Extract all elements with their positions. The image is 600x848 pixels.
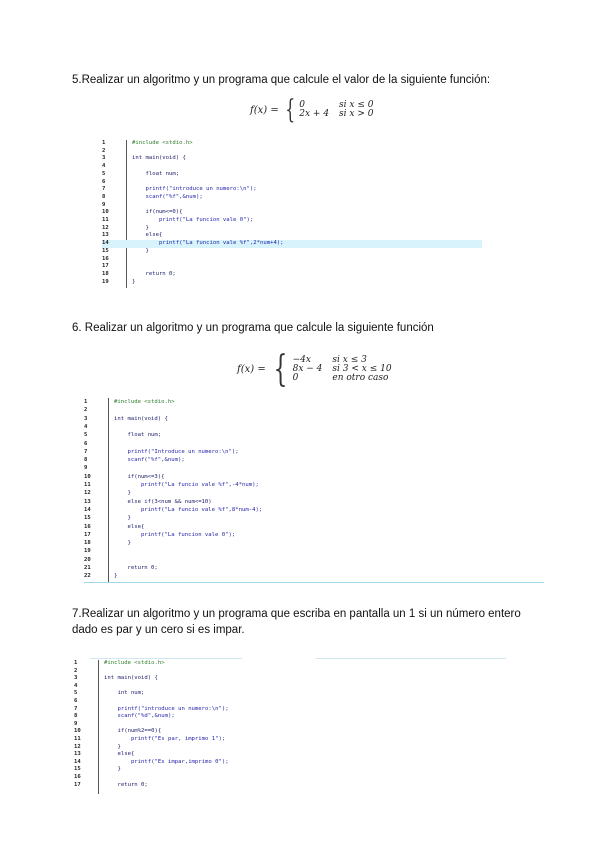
line-number: 12 xyxy=(102,224,109,231)
formula-brace: { xyxy=(273,348,288,390)
line-number: 7 xyxy=(84,448,88,455)
code-text: if(num%2==0){ xyxy=(104,728,162,735)
code-line xyxy=(74,706,494,714)
code-text: int main(void) { xyxy=(104,675,158,682)
line-number: 3 xyxy=(84,415,88,422)
line-number: 9 xyxy=(102,201,106,208)
line-number: 11 xyxy=(102,217,109,223)
code-line xyxy=(102,217,482,225)
line-number: 5 xyxy=(84,432,88,439)
code-line xyxy=(102,240,482,248)
case-expr: 0 xyxy=(299,100,305,110)
case-expr: 0 xyxy=(292,373,299,383)
line-number: 10 xyxy=(74,728,81,735)
code-text: return 0; xyxy=(104,781,148,788)
code-text: printf("La funcion vale 0"); xyxy=(114,531,236,538)
line-number: 5 xyxy=(102,170,106,177)
formula-lhs: f(x) = xyxy=(250,104,279,116)
code-text: printf("Es par, imprimo 1"); xyxy=(104,736,226,742)
code-text: printf("La funcio vale %f",-4*num); xyxy=(114,482,259,488)
code-text: float num; xyxy=(132,170,180,177)
line-number: 9 xyxy=(84,465,88,472)
code-line xyxy=(84,564,544,572)
formula-lhs: f(x) = xyxy=(237,364,266,375)
line-number: 1 xyxy=(102,140,106,146)
code-text: #include <stdio.h> xyxy=(132,140,193,146)
line-number: 13 xyxy=(102,232,109,239)
code-text: } xyxy=(104,743,121,750)
line-number: 14 xyxy=(102,240,109,247)
line-number: 16 xyxy=(84,523,91,530)
line-number: 16 xyxy=(74,774,81,780)
code-text: printf("introduce un numero:\n"); xyxy=(132,186,257,193)
code-line xyxy=(74,774,494,782)
line-number: 8 xyxy=(74,713,78,720)
code-line xyxy=(74,675,494,683)
line-number: 6 xyxy=(84,440,88,447)
line-number: 16 xyxy=(102,255,109,262)
code-line xyxy=(74,683,494,691)
case-expr: −4x xyxy=(292,355,311,365)
line-number: 15 xyxy=(74,766,81,773)
line-number: 19 xyxy=(84,548,91,555)
code-line xyxy=(84,431,544,439)
code-text: if(num<=0){ xyxy=(132,209,183,216)
code-text: #include <stdio.h> xyxy=(104,660,165,666)
code-line xyxy=(74,736,494,744)
exercise-7-code-screenshot xyxy=(74,660,494,794)
code-line xyxy=(84,489,544,497)
line-number: 6 xyxy=(102,178,106,185)
code-text: if(num<=3){ xyxy=(114,473,165,480)
code-text: return 0; xyxy=(114,565,158,571)
case-cond: si x > 0 xyxy=(339,109,374,119)
line-number: 8 xyxy=(102,193,106,200)
code-text: else{ xyxy=(132,232,163,239)
divider-rule xyxy=(90,658,242,659)
code-line xyxy=(84,481,544,489)
case-cond: si x ≤ 0 xyxy=(339,100,374,110)
line-number: 3 xyxy=(102,155,106,162)
line-number: 17 xyxy=(102,263,109,270)
code-line xyxy=(84,398,544,406)
line-number: 5 xyxy=(74,690,78,697)
code-line xyxy=(74,660,494,668)
line-number: 4 xyxy=(102,163,106,170)
code-line xyxy=(84,547,544,555)
line-number: 15 xyxy=(102,247,109,254)
code-line xyxy=(84,423,544,431)
code-line xyxy=(74,690,494,698)
line-number: 14 xyxy=(84,506,91,513)
code-line xyxy=(74,713,494,721)
case-cond: en otro caso xyxy=(332,373,389,383)
code-line xyxy=(102,202,482,210)
divider-rule xyxy=(316,658,506,659)
exercise-5-formula xyxy=(250,95,374,125)
exercise-6-heading: 6. Realizar un algoritmo y un programa que calcule la siguiente función xyxy=(72,322,434,334)
code-line xyxy=(74,721,494,729)
line-number: 17 xyxy=(74,781,81,788)
code-line xyxy=(102,271,482,279)
code-line xyxy=(74,744,494,752)
line-number: 18 xyxy=(102,270,109,277)
code-line xyxy=(84,523,544,531)
code-text: printf("La funcion vale %f",2*num+4); xyxy=(132,240,284,247)
code-line xyxy=(102,279,482,287)
code-line xyxy=(84,556,544,564)
line-number: 4 xyxy=(74,682,78,689)
line-number: 19 xyxy=(102,278,109,285)
code-line xyxy=(84,539,544,547)
case-cond: si x ≤ 3 xyxy=(332,355,367,365)
code-text: } xyxy=(114,540,131,547)
code-line xyxy=(84,464,544,472)
exercise-6-formula xyxy=(237,348,392,390)
code-line xyxy=(102,155,482,163)
code-line xyxy=(102,232,482,240)
code-line xyxy=(102,171,482,179)
code-line xyxy=(74,782,494,790)
formula-brace: { xyxy=(285,95,295,125)
code-text: int main(void) { xyxy=(114,415,168,422)
code-text: scanf("%f",&num); xyxy=(114,457,185,464)
line-number: 11 xyxy=(84,482,91,488)
exercise-5-heading: 5.Realizar un algoritmo y un programa que calcule el valor de la siguiente función: xyxy=(72,74,491,86)
code-line xyxy=(84,440,544,448)
code-text: return 0; xyxy=(132,270,176,277)
line-number: 3 xyxy=(74,675,78,682)
line-number: 9 xyxy=(74,720,78,727)
code-text: } xyxy=(132,224,149,231)
line-number: 13 xyxy=(84,498,91,505)
case-cond: si 3 < x ≤ 10 xyxy=(332,364,392,374)
line-number: 10 xyxy=(84,473,91,480)
line-number: 17 xyxy=(84,531,91,538)
code-line xyxy=(84,531,544,539)
code-line xyxy=(84,572,544,580)
code-text: } xyxy=(114,515,131,522)
code-text: printf("introduce un numero:\n"); xyxy=(104,705,229,712)
code-line xyxy=(102,148,482,156)
line-number: 11 xyxy=(74,736,81,742)
formula-cases xyxy=(293,356,392,383)
exercise-7-heading: 7.Realizar un algoritmo y un programa que escriba en pantalla un 1 si un número entero dado es par y un cero si es impar. xyxy=(72,608,521,636)
code-text: printf("La funcio vale %f",8*num-4); xyxy=(114,506,263,513)
code-text: scanf("%d",&num); xyxy=(104,713,175,720)
formula-cases xyxy=(299,101,373,119)
line-number: 21 xyxy=(84,565,91,571)
code-line xyxy=(84,448,544,456)
code-text: } xyxy=(132,278,136,285)
editor-bottom-border xyxy=(84,582,544,583)
code-line xyxy=(74,751,494,759)
code-text: scanf("%f",&num); xyxy=(132,193,203,200)
code-text: int num; xyxy=(104,690,145,697)
case-expr: 8x − 4 xyxy=(292,364,323,374)
code-text: else{ xyxy=(104,751,135,758)
line-number: 20 xyxy=(84,556,91,563)
code-line xyxy=(84,473,544,481)
code-line xyxy=(102,163,482,171)
code-line xyxy=(74,728,494,736)
code-line xyxy=(74,668,494,676)
line-number: 6 xyxy=(74,698,78,704)
line-number: 12 xyxy=(74,743,81,750)
code-line xyxy=(102,263,482,271)
code-text: } xyxy=(132,247,149,254)
line-number: 7 xyxy=(74,705,78,712)
code-line xyxy=(84,498,544,506)
line-number: 10 xyxy=(102,209,109,216)
code-line xyxy=(102,248,482,256)
code-line xyxy=(102,209,482,217)
code-line xyxy=(102,225,482,233)
code-text: else{ xyxy=(114,523,145,530)
code-text: float num; xyxy=(114,432,162,439)
case-expr: 2x + 4 xyxy=(299,109,330,119)
line-number: 1 xyxy=(74,660,78,666)
exercise-5-code-screenshot xyxy=(102,140,482,288)
code-line xyxy=(84,514,544,522)
line-number: 2 xyxy=(84,407,88,414)
line-number: 2 xyxy=(102,147,106,154)
line-number: 22 xyxy=(84,573,91,580)
code-line xyxy=(74,759,494,767)
exercise-6-code-screenshot xyxy=(84,398,544,582)
line-number: 1 xyxy=(84,399,88,405)
code-text: } xyxy=(114,573,118,580)
code-text: printf("Introduce un numero:\n"); xyxy=(114,448,239,455)
line-number: 13 xyxy=(74,751,81,758)
code-text: int main(void) { xyxy=(132,155,186,162)
line-number: 14 xyxy=(74,758,81,765)
line-number: 4 xyxy=(84,423,88,430)
line-number: 2 xyxy=(74,667,78,674)
code-text: #include <stdio.h> xyxy=(114,399,175,405)
code-line xyxy=(102,186,482,194)
line-number: 8 xyxy=(84,457,88,464)
line-number: 18 xyxy=(84,540,91,547)
code-line xyxy=(102,194,482,202)
code-line xyxy=(84,406,544,414)
code-line xyxy=(102,140,482,148)
line-number: 12 xyxy=(84,490,91,497)
code-line xyxy=(84,456,544,464)
code-text: } xyxy=(104,766,121,773)
code-line xyxy=(74,698,494,706)
line-number: 15 xyxy=(84,515,91,522)
code-line xyxy=(84,506,544,514)
code-text: else if(3<num && num<=10) xyxy=(114,498,212,505)
code-line xyxy=(102,256,482,264)
code-text: printf("La funcion vale 0"); xyxy=(132,217,254,223)
code-line xyxy=(74,766,494,774)
code-line xyxy=(102,179,482,187)
code-text: printf("Es impar,imprimo 0"); xyxy=(104,758,229,765)
line-number: 7 xyxy=(102,186,106,193)
code-text: } xyxy=(114,490,131,497)
code-line xyxy=(84,415,544,423)
